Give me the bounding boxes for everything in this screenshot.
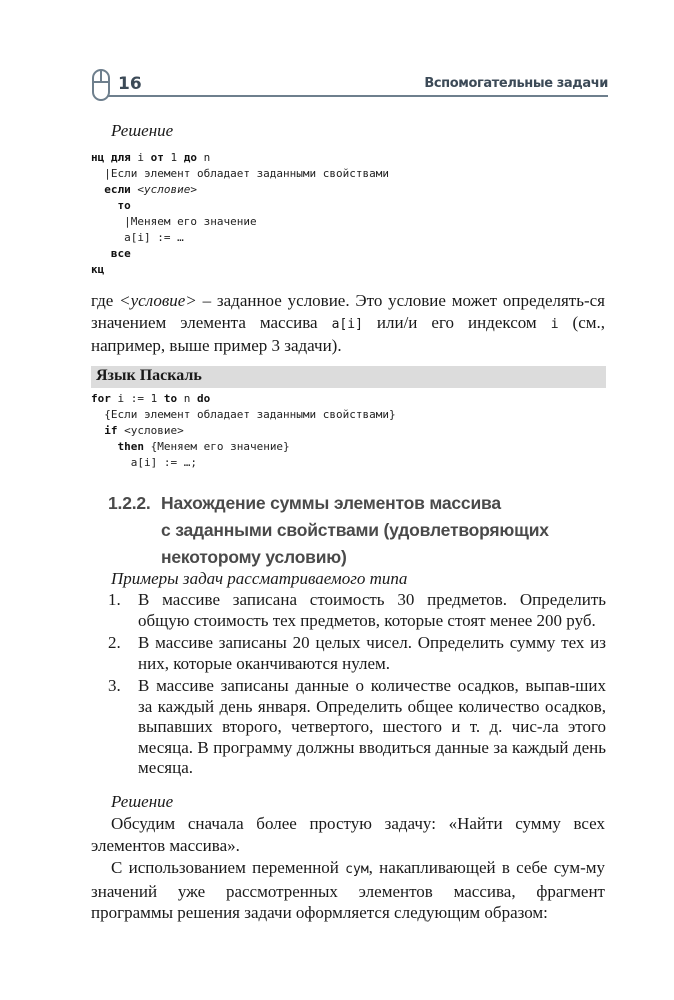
list-item: 1. В массиве записана стоимость 30 предметов. Определить общую стоимость тех предметов, которые стоят менее 200 руб. xyxy=(108,590,606,630)
running-header-title: Вспомогательные задачи xyxy=(424,76,608,91)
code-line: то xyxy=(91,199,131,212)
paragraph: С использованием переменной сум, накапливающей в себе сум-му значений уже рассмотренных элементов массива, фрагмент программы решения задачи оформляется следующим образом: xyxy=(91,858,606,922)
examples-heading: Примеры задач рассматриваемого типа xyxy=(111,569,408,588)
list-item: 3. В массиве записаны данные о количестве осадков, выпав-ших за каждый день января. Определить общее количество осадков, выпавших второго, четвертого, шестого и т. д. чис-ла этого месяца. В программу должны вводиться данные за каждый день месяца. xyxy=(108,676,606,777)
list-item: 2. В массиве записаны 20 целых чисел. Определить сумму тех из них, которые оканчиваются нулем. xyxy=(108,633,606,673)
solution-heading: Решение xyxy=(111,121,174,140)
code-line: {Если элемент обладает заданными свойствами} xyxy=(91,408,396,421)
language-title: Язык Паскаль xyxy=(96,367,202,384)
header-rule xyxy=(108,95,608,97)
pascal-code-block xyxy=(91,391,396,471)
paragraph: Обсудим сначала более простую задачу: «Найти сумму всех элементов массива». xyxy=(91,814,605,855)
code-line: кц xyxy=(91,263,105,276)
code-line: если <условие> xyxy=(91,183,197,196)
explanation-paragraph: где <условие> – заданное условие. Это условие может определять-ся значением элемента массива a[i] или/и его индексом i (см., например, выше пример 3 задачи). xyxy=(91,291,605,355)
section-heading: 1.2.2. Нахождение суммы элементов массива с заданными свойствами (удовлетворяющих некоторому условию) xyxy=(108,490,549,571)
language-bar xyxy=(91,366,606,388)
code-line: нц для i от 1 до n xyxy=(91,151,211,164)
page-number: 16 xyxy=(118,74,142,94)
code-line: for i := 1 to n do xyxy=(91,392,211,405)
code-line: then {Меняем его значение} xyxy=(91,440,290,453)
examples-list xyxy=(108,590,606,781)
solution-heading-2: Решение xyxy=(111,792,174,811)
code-line: |Если элемент обладает заданными свойствами xyxy=(91,167,390,180)
code-line: все xyxy=(91,247,131,260)
code-line: if <условие> xyxy=(91,424,184,437)
section-number: 1.2.2. xyxy=(108,493,151,513)
code-line: a[i] := …; xyxy=(91,456,197,469)
code-line: a[i] := … xyxy=(91,231,184,244)
code-line: |Меняем его значение xyxy=(91,215,257,228)
pseudocode-block xyxy=(91,150,389,278)
